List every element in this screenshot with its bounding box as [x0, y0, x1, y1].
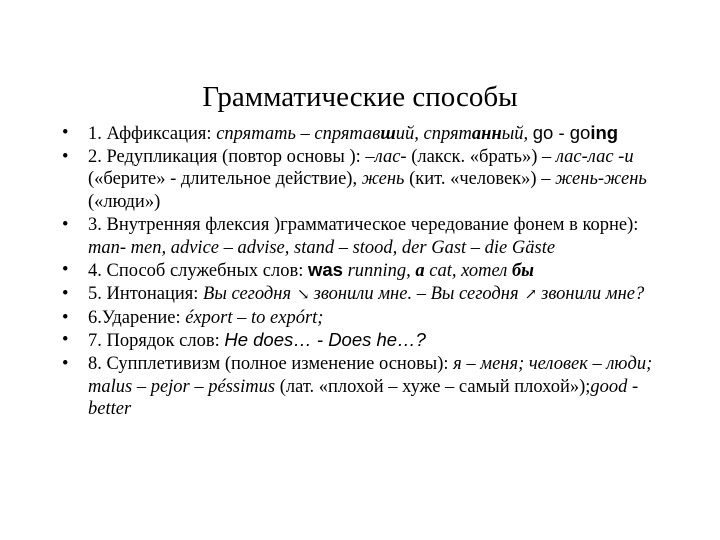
item-number: 3. [88, 214, 102, 235]
item-number: 5. [88, 283, 102, 304]
list-item-reduplication [62, 146, 662, 214]
example-text: ий, спрят [395, 124, 472, 144]
list-item-function-words [62, 259, 662, 283]
slide-title: Грамматические способы [202, 81, 518, 113]
item-label: Внутренняя флексия )грамматическое чередование фонем в корне): [106, 214, 639, 235]
list-item-stress [62, 307, 662, 330]
bullet-icon: • [62, 283, 69, 304]
example-text: go - go [532, 122, 591, 143]
list-item-word-order [62, 329, 662, 353]
plain-text: («люди») [88, 192, 161, 213]
list-item-internal-flexion [62, 214, 662, 259]
arrow-up-icon: ↗ [524, 286, 538, 303]
example-text: éxport – to expórt; [185, 307, 324, 328]
item-label: Супплетивизм (полное изменение основы): [106, 354, 449, 375]
list-item-intonation [62, 283, 662, 307]
example-text: жень-жень [555, 169, 647, 190]
bullet-icon: • [62, 214, 69, 235]
item-number: 7. [88, 331, 102, 352]
plain-text: («берите» - длительное действие), [88, 169, 358, 190]
item-number: 4. [88, 261, 102, 282]
example-text: man- men, advice – advise, stand – stood, der Gast – die Gäste [88, 237, 556, 258]
item-number: 2. [88, 146, 102, 167]
example-emphasis: бы [511, 261, 535, 282]
item-label: Редупликация (повтор основы ): [106, 146, 361, 167]
example-emphasis: ing [590, 122, 619, 143]
item-label: Порядок слов: [106, 331, 220, 352]
example-text: running, [347, 261, 411, 282]
arrow-down-icon: ↘ [297, 286, 310, 303]
example-text: good - better [88, 376, 639, 420]
item-number: 6. [88, 307, 102, 328]
plain-text: (лакск. «брать») – [411, 146, 552, 167]
example-emphasis: was [307, 259, 343, 281]
example-emphasis: a [415, 261, 425, 282]
item-number: 1. [88, 124, 102, 144]
example-text: звонили мне. – Вы сегодня [313, 283, 519, 304]
example-text: лас-лас -и [555, 146, 634, 167]
plain-text: (лат. «плохой – хуже – самый плохой»); [279, 376, 591, 397]
example-text: ый, [501, 124, 529, 144]
example-text: Вы сегодня [203, 283, 292, 304]
example-text: cat, [429, 261, 457, 282]
bullet-icon: • [62, 123, 69, 143]
example-emphasis: ш [380, 124, 396, 144]
plain-text: (кит. «человек») – [409, 169, 551, 190]
example-text: хотел [461, 261, 508, 282]
item-label: Ударение: [101, 307, 181, 328]
example-text: я – меня; человек – люди; malus – pejor – péssimus [88, 354, 653, 397]
example-text: –лас- [365, 146, 407, 167]
list-item-suppletion [62, 353, 662, 421]
example-text: спрятать – спрятав [216, 124, 381, 144]
example-text: жень [361, 169, 405, 190]
bullet-list [62, 122, 662, 421]
bullet-icon: • [62, 330, 69, 351]
example-emphasis: анн [471, 124, 502, 144]
item-number: 8. [88, 354, 102, 375]
item-label: Аффиксация: [106, 124, 212, 144]
example-text: звонили мне? [541, 283, 645, 304]
bullet-icon: • [62, 354, 69, 375]
bullet-icon: • [62, 307, 69, 328]
example-text: He does… - Does he…? [224, 329, 426, 351]
item-label: Интонация: [106, 283, 199, 304]
bullet-icon: • [62, 260, 69, 281]
list-item-affixation [62, 122, 662, 146]
bullet-icon: • [62, 146, 69, 167]
item-label: Способ служебных слов: [106, 261, 304, 282]
